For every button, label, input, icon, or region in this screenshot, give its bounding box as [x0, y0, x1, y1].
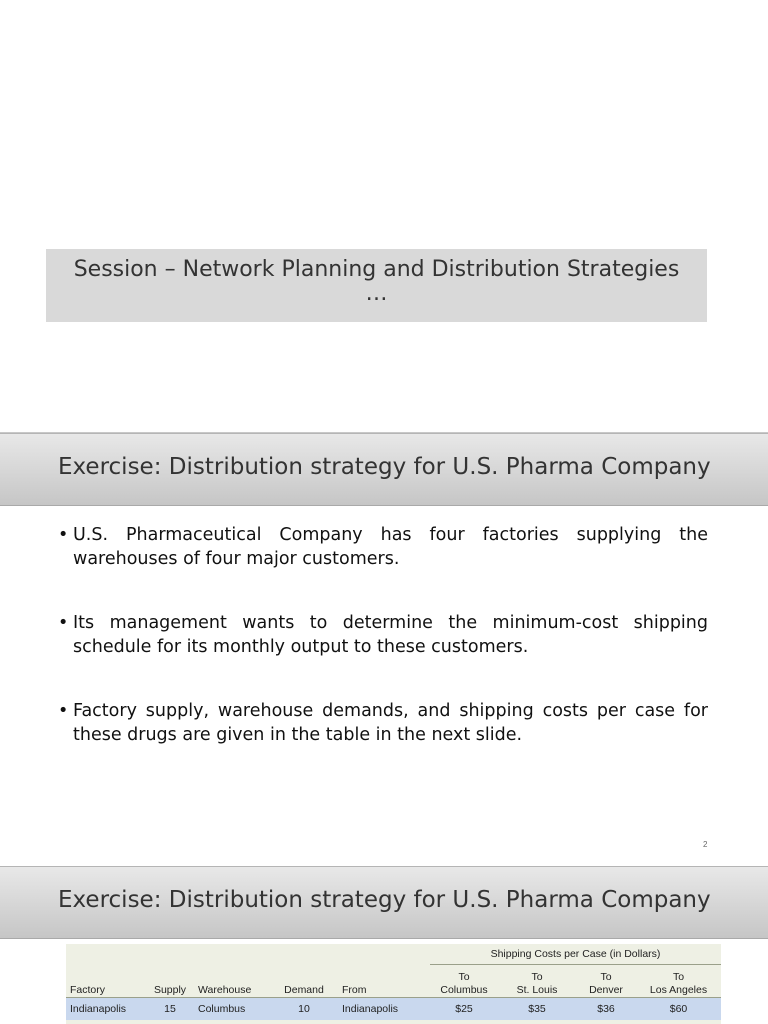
slide-header-band: [0, 866, 768, 939]
col-header-factory: Factory: [70, 984, 106, 996]
slide-3: [0, 866, 768, 1024]
slide-header-band: [0, 433, 768, 506]
col-header-demand: Demand: [284, 984, 324, 996]
bullet-list: [58, 523, 708, 787]
shipping-cost-table: [66, 944, 721, 1020]
cell-from: Indianapolis: [338, 998, 430, 1021]
bullet-glyph: •: [58, 613, 69, 633]
session-title-ellipsis: …: [365, 281, 388, 306]
session-title-box: [46, 249, 707, 322]
session-title: Session – Network Planning and Distribution Strategies: [73, 257, 680, 282]
bullet-item: [58, 699, 708, 747]
col-header-to-denver: To Denver: [589, 971, 623, 996]
bullet-glyph: •: [58, 525, 69, 545]
cell-cost-la: $60: [636, 998, 721, 1021]
table-row: [66, 998, 721, 1021]
col-header-to-stlouis: To St. Louis: [516, 971, 558, 996]
cell-cost-stlouis: $35: [498, 998, 576, 1021]
shipping-table-container: [66, 944, 721, 1024]
bullet-item: [58, 611, 708, 659]
slide-2: [0, 433, 768, 866]
slide-title: Exercise: Distribution strategy for U.S. Pharma Company: [58, 454, 711, 480]
cell-warehouse: Columbus: [194, 998, 270, 1021]
bullet-text: Factory supply, warehouse demands, and shipping costs per case for these drugs are given in the table in the next slide.: [73, 701, 708, 745]
page-number: 2: [703, 840, 708, 849]
slide-1: [0, 0, 768, 432]
col-header-to-la: To Los Angeles: [649, 971, 708, 996]
bullet-glyph: •: [58, 701, 69, 721]
cost-group-header: Shipping Costs per Case (in Dollars): [430, 944, 721, 965]
cell-cost-denver: $36: [576, 998, 636, 1021]
cell-factory: Indianapolis: [66, 998, 146, 1021]
slide-title: Exercise: Distribution strategy for U.S. Pharma Company: [58, 887, 711, 913]
cell-cost-columbus: $25: [430, 998, 498, 1021]
col-header-warehouse: Warehouse: [198, 984, 252, 996]
col-header-supply: Supply: [153, 984, 187, 996]
cell-demand: 10: [270, 998, 338, 1021]
cell-supply: 15: [146, 998, 194, 1021]
col-header-to-columbus: To Columbus: [440, 971, 488, 996]
bullet-item: [58, 523, 708, 571]
bullet-text: U.S. Pharmaceutical Company has four factories supplying the warehouses of four major customers.: [73, 525, 708, 569]
col-header-from: From: [342, 984, 367, 996]
bullet-text: Its management wants to determine the minimum-cost shipping schedule for its monthly output to these customers.: [73, 613, 708, 657]
